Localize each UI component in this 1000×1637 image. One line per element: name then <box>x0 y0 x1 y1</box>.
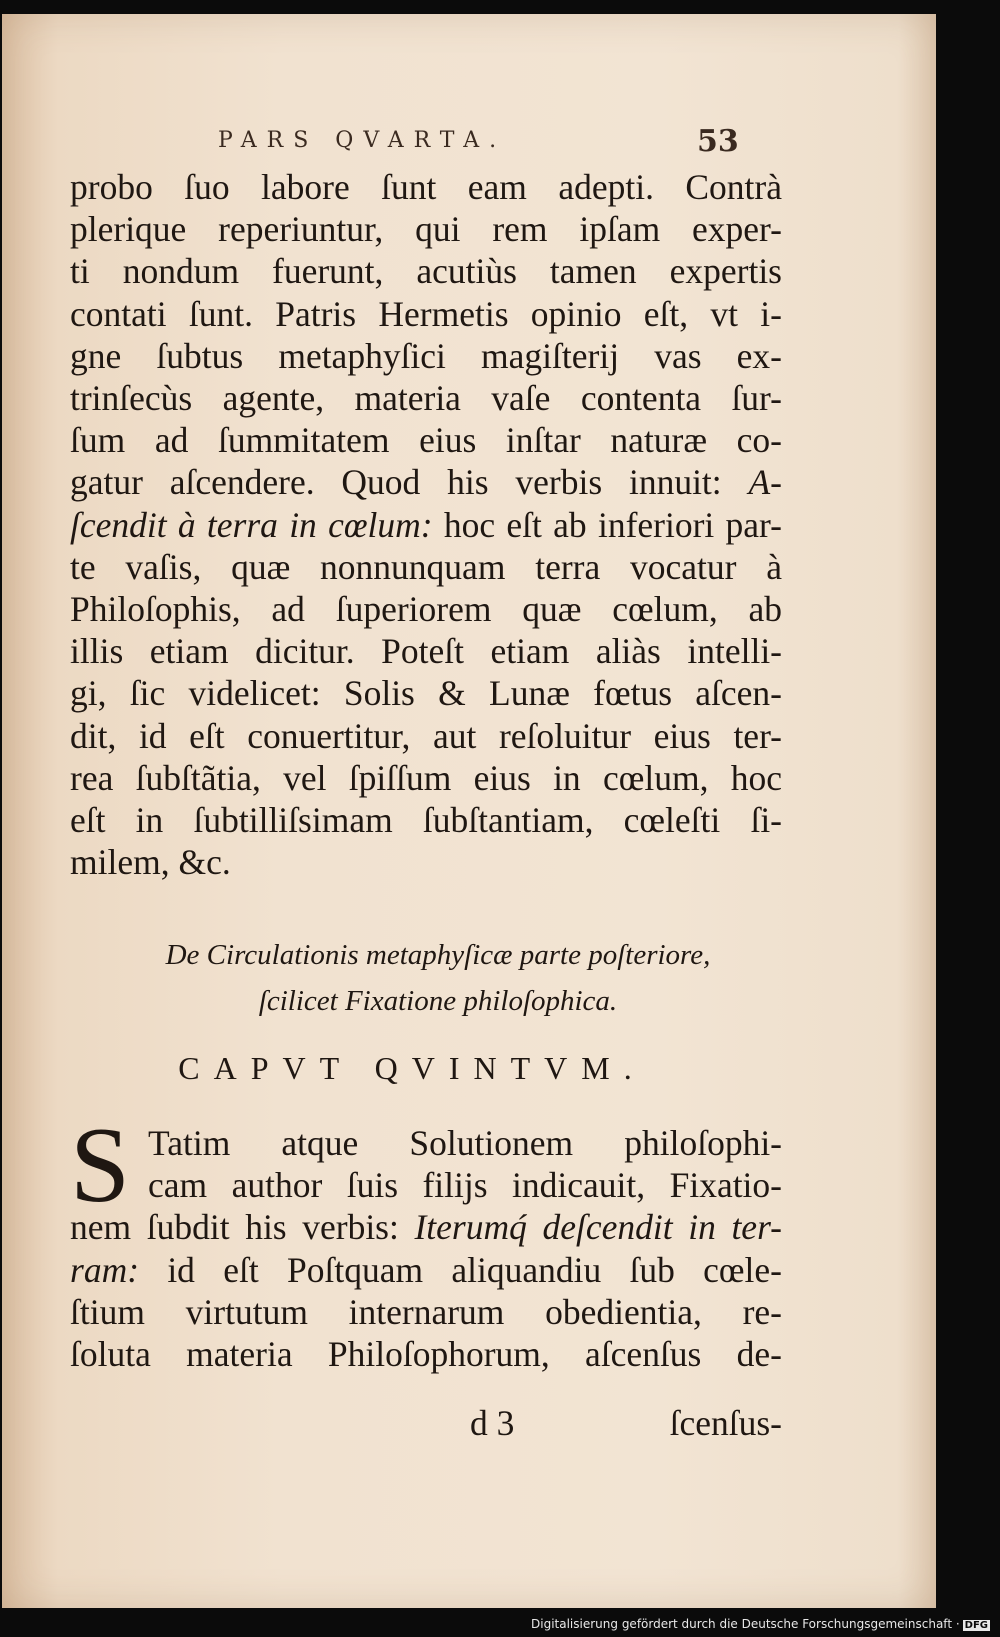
text-line <box>70 1206 782 1248</box>
text-line: probo ſuo labore ſunt eam adepti. Contrà <box>70 167 782 207</box>
chapter-title: CAPVT QVINTVM. <box>178 1050 646 1086</box>
text-line: te vaſis, quæ nonnunquam terra vocatur à <box>70 546 782 587</box>
text-segment: nem ſubdit his verbis: <box>70 1207 415 1248</box>
text-line: Tatim atque Solutionem philoſophi- <box>148 1123 782 1163</box>
text-line: eſt in ſubtilliſsimam ſubſtantiam, cœleſti ſi- <box>70 800 782 841</box>
text-line: gne ſubtus metaphyſici magiſterij vas ex- <box>70 335 782 376</box>
catchline <box>70 1402 782 1446</box>
text-line: ti nondum fuerunt, acutiùs tamen expertis <box>70 251 782 292</box>
text-line: ſum ad ſummitatem eius inſtar naturæ co- <box>70 420 782 461</box>
section-subheading <box>118 932 758 1024</box>
signature-mark: d 3 <box>470 1403 515 1443</box>
text-line: rea ſubſtãtia, vel ſpiſſum eius in cœlum, hoc <box>70 757 782 798</box>
text-line: contati ſunt. Patris Hermetis opinio eſt, vt i- <box>70 293 782 334</box>
text-line <box>70 504 782 546</box>
page-header <box>152 110 752 159</box>
text-line: cam author ſuis filijs indicauit, Fixatio- <box>148 1165 782 1206</box>
text-line: milem, &c. <box>70 842 231 883</box>
body-text-section-2 <box>70 1106 782 1375</box>
text-line: dit, id eſt conuertitur, aut reſoluitur eius ter- <box>70 715 782 756</box>
quotation-italic: Iterumq́ deſcendit in ter- <box>414 1207 782 1248</box>
digitization-credit <box>531 1617 990 1631</box>
running-title: PARS QVARTA. <box>218 128 507 153</box>
page-number: 53 <box>697 124 739 159</box>
text-line: illis etiam dicitur. Poteſt etiam aliàs intelli- <box>70 631 782 672</box>
text-line: ſtium virtutum internarum obedientia, re- <box>70 1291 782 1332</box>
text-line: gi, ſic videlicet: Solis & Lunæ fœtus aſcen- <box>70 673 782 714</box>
subheading-line: ſcilicet Fixatione philoſophica. <box>258 985 618 1017</box>
dfg-logo: DFG <box>964 1620 988 1631</box>
quotation-italic: ram: <box>70 1249 140 1290</box>
text-line: plerique reperiuntur, qui rem ipſam exper- <box>70 209 782 250</box>
quotation-italic: ſcendit à terra in cœlum: <box>70 504 433 545</box>
text-line: ſoluta materia Philoſophorum, aſcenſus de- <box>70 1334 782 1375</box>
book-page <box>2 14 936 1608</box>
drop-cap-initial: S <box>70 1106 131 1225</box>
credit-text: Digitalisierung gefördert durch die Deutsche Forschungsgemeinschaft · <box>531 1617 960 1631</box>
text-line: trinſecùs agente, materia vaſe contenta ſur- <box>70 378 782 419</box>
text-segment: id eſt Poſtquam aliquandiu ſub cœle- <box>139 1249 782 1290</box>
subheading-line: De Circulationis metaphyſicæ parte poſteriore, <box>165 939 711 971</box>
text-segment: hoc eſt ab inferiori par- <box>432 504 782 545</box>
text-segment: gatur aſcendere. Quod his verbis innuit: <box>70 462 749 503</box>
text-line <box>70 461 782 503</box>
quotation-italic: A- <box>748 462 782 503</box>
text-line <box>70 1249 782 1291</box>
body-text-section-1 <box>70 166 782 883</box>
catchword: ſcenſus- <box>669 1403 782 1443</box>
text-line: Philoſophis, ad ſuperiorem quæ cœlum, ab <box>70 589 782 630</box>
